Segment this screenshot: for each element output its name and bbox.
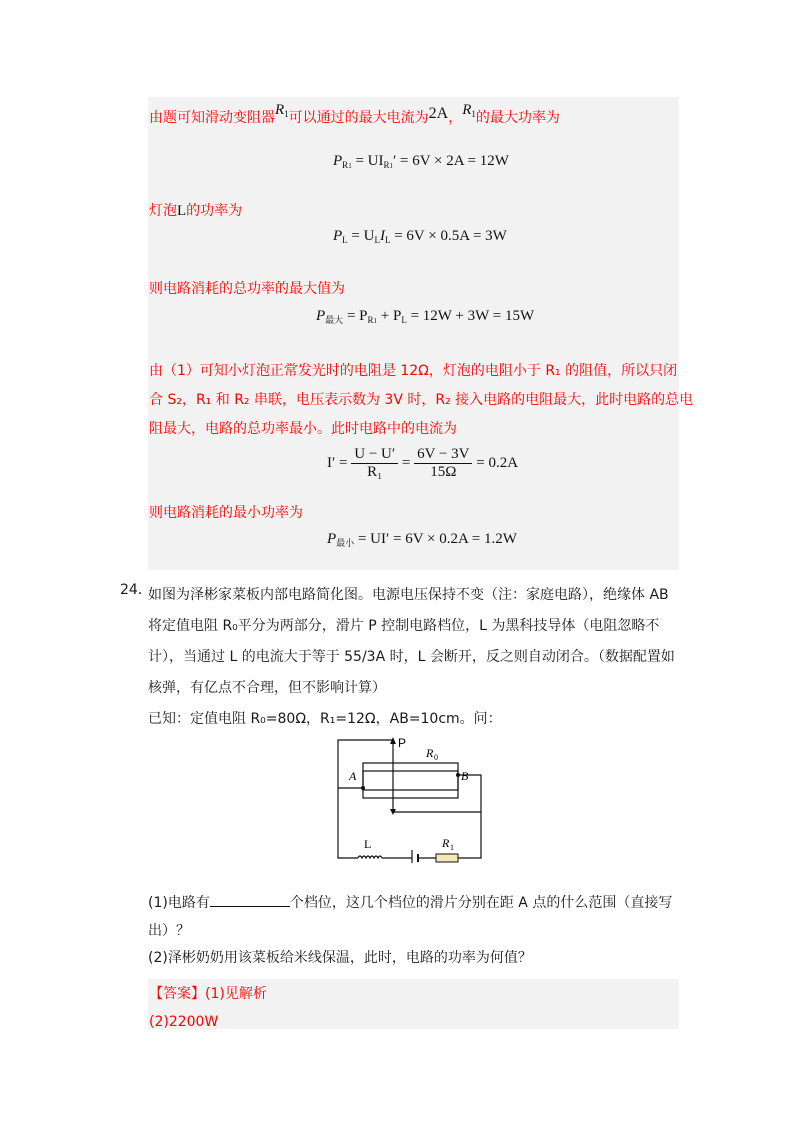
eq-sub: L (384, 235, 391, 245)
question-text: 已知：定值电阻 R₀=80Ω，R₁=12Ω，AB=10cm。问： (148, 711, 502, 727)
question-text: 出）？ (148, 923, 190, 939)
label-r1: R (442, 836, 450, 850)
eq-sub: R (367, 315, 374, 325)
insulator-ab (363, 771, 458, 790)
equation-3 (316, 308, 534, 326)
equation-4 (327, 446, 518, 481)
eq-text: ′ = 6V × 2A = 12W (393, 153, 509, 169)
conductor-l (358, 856, 382, 858)
label-r1-sub: 1 (450, 843, 454, 852)
solution-text: 由题可知滑动变阻器 (149, 110, 275, 126)
fraction-numerator: U − U′ (351, 446, 398, 464)
eq-sub: R (342, 160, 349, 170)
question-text: 计），当通过 L 的电流大于等于 55/3A 时，L 会断开，反之则自动闭合。（数据配置如 (148, 649, 675, 665)
solution-line-1 (149, 102, 560, 132)
answer-1: (1)见解析 (205, 986, 267, 1002)
eq-symbol: P (316, 308, 326, 324)
symbol-r1: R (462, 102, 472, 118)
eq-sub: L (374, 235, 380, 245)
wire-bottom-left (338, 788, 358, 858)
current-value: 2A (428, 105, 449, 122)
eq-symbol: I (379, 228, 385, 244)
node-a (361, 786, 365, 790)
symbol-sub: 1 (471, 109, 476, 119)
solution-line-5: 则电路消耗的最小功率为 (149, 505, 303, 521)
solution-text: ， (448, 110, 463, 126)
eq-text: = (401, 454, 411, 471)
solution-line-2 (149, 201, 242, 221)
wire-right (393, 812, 481, 858)
answer-content (149, 982, 267, 1033)
eq-text: = UI (355, 153, 384, 169)
eq-text: = UI′ = 6V × 0.2A = 1.2W (354, 531, 517, 547)
question-text: 将定值电阻 R₀平分为两部分，滑片 P 控制电路档位，L 为黑科技导体（电阻忽略不 (148, 618, 660, 634)
resistor-r1 (436, 854, 458, 862)
solution-paragraph-4 (149, 357, 693, 444)
solution-text: 合 S₂，R₁ 和 R₂ 串联，电压表示数为 3V 时，R₂ 接入电路的电阻最大，此时电路的总电 (149, 392, 694, 408)
solution-text: 阻最大，电路的总功率最小。此时电路中的电流为 (149, 421, 457, 437)
symbol-l: L (177, 203, 187, 219)
answer-2: (2)2200W (149, 1014, 219, 1030)
label-r0-sub: 0 (434, 753, 438, 762)
fraction-numerator: 6V − 3V (414, 446, 472, 464)
node-b (456, 773, 460, 777)
eq-text: = P (343, 308, 368, 324)
solution-text: 可以通过的最大电流为 (288, 110, 429, 126)
label-a: A (349, 769, 357, 783)
eq-sub: R (383, 160, 390, 170)
eq-text: = 12W + 3W = 15W (406, 308, 535, 324)
solution-text: 灯泡 (149, 203, 177, 219)
label-p: P (398, 736, 407, 750)
question-text: (1)电路有 (148, 895, 210, 911)
sub-question-1 (148, 889, 672, 945)
sub-question-2: (2)泽彬奶奶用该菜板给米线保温，此时，电路的功率为何值？ (148, 950, 532, 966)
equation-2 (333, 228, 507, 245)
fraction-1 (351, 446, 398, 481)
fraction-denominator: R₁ (367, 464, 383, 480)
eq-sub: 1 (348, 162, 352, 170)
resistor-r0 (363, 763, 458, 798)
eq-sub: 最大 (325, 315, 344, 325)
fraction-denominator: 15Ω (430, 464, 457, 480)
question-number: 24． (120, 582, 152, 598)
symbol-sub: 1 (284, 109, 289, 119)
eq-sub: 最小 (336, 538, 355, 548)
eq-sub: L (342, 235, 348, 245)
eq-text: = U (347, 228, 375, 244)
eq-sub: 1 (389, 162, 393, 170)
eq-symbol: P (333, 228, 343, 244)
answer-heading: 【答案】 (149, 986, 205, 1002)
eq-text: = 6V × 0.5A = 3W (390, 228, 507, 244)
question-text: 如图为泽彬家菜板内部电路简化图。电源电压保持不变（注：家庭电路），绝缘体 AB (148, 587, 669, 603)
label-b: B (461, 769, 469, 783)
eq-symbol: P (333, 153, 343, 169)
label-r0: R (426, 746, 434, 760)
eq-text: I′ = (327, 454, 348, 471)
fraction-2 (414, 446, 472, 481)
eq-symbol: P (327, 531, 337, 547)
eq-text: + P (377, 308, 402, 324)
eq-text: = 0.2A (476, 454, 519, 471)
question-body (148, 580, 675, 735)
question-text: 核弹，有亿点不合理，但不影响计算） (148, 680, 386, 696)
solution-text: 的最大功率为 (475, 110, 560, 126)
question-text: 个档位，这几个档位的滑片分别在距 A 点的什么范围（直接写 (289, 895, 673, 911)
solution-text: 的功率为 (186, 203, 243, 219)
solution-line-3: 则电路消耗的总功率的最大值为 (149, 281, 345, 297)
equation-5 (327, 531, 517, 549)
eq-sub: 1 (373, 317, 378, 325)
circuit-diagram (328, 733, 488, 863)
solution-text: 由（1）可知小灯泡正常发光时的电阻是 12Ω，灯泡的电阻小于 R₁ 的阻值，所以只闭 (149, 363, 678, 379)
symbol-r1: R (275, 102, 285, 118)
answer-blank[interactable] (210, 892, 290, 907)
wire-left (338, 740, 393, 788)
label-l: L (364, 837, 372, 851)
equation-1 (333, 153, 509, 170)
eq-sub: L (401, 315, 407, 325)
